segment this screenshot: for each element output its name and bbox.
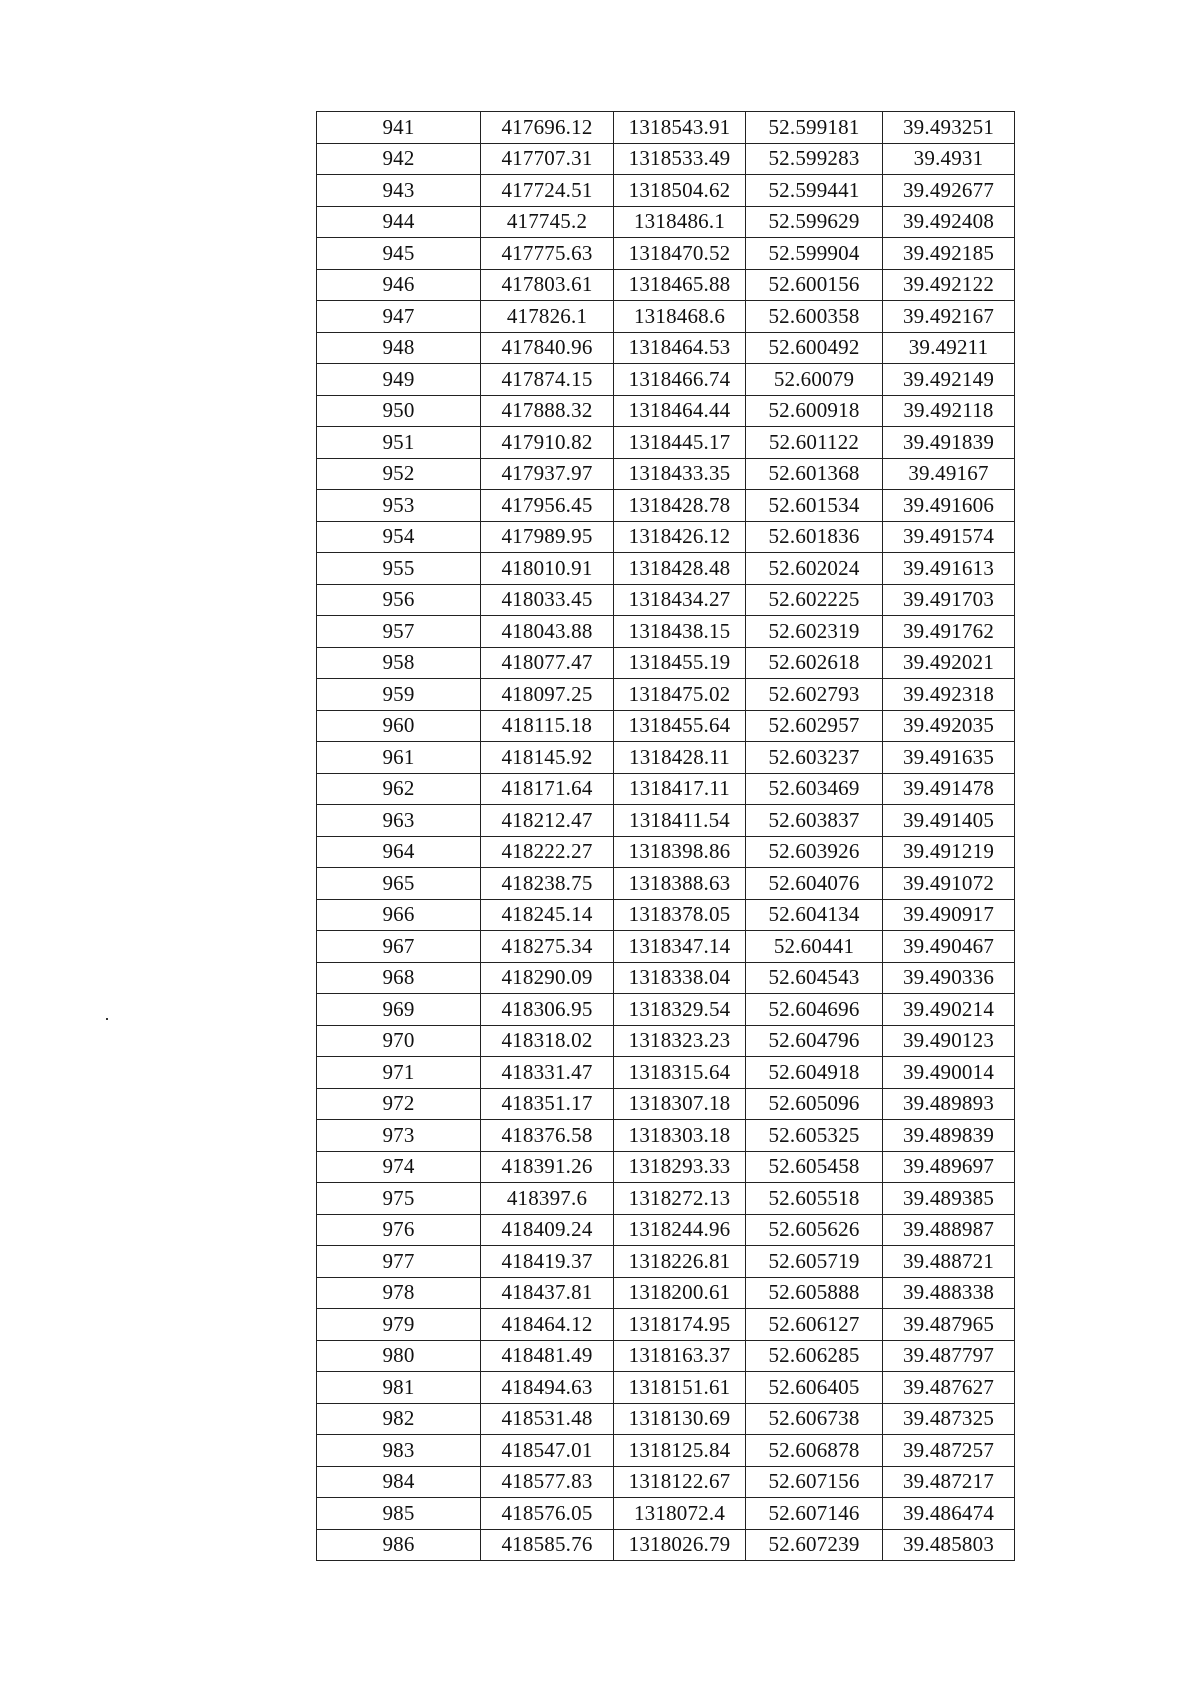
y-coordinate-cell: 1318428.78 (614, 490, 746, 522)
x-coordinate-cell: 418494.63 (481, 1372, 614, 1404)
longitude-cell: 39.492408 (883, 206, 1015, 238)
table-row (317, 1151, 1015, 1183)
y-coordinate-cell: 1318272.13 (614, 1183, 746, 1215)
y-coordinate-cell: 1318411.54 (614, 805, 746, 837)
x-coordinate-cell: 418290.09 (481, 962, 614, 994)
table-row (317, 1340, 1015, 1372)
longitude-cell: 39.493251 (883, 112, 1015, 144)
longitude-cell: 39.490214 (883, 994, 1015, 1026)
longitude-cell: 39.491635 (883, 742, 1015, 774)
table-row (317, 616, 1015, 648)
x-coordinate-cell: 418318.02 (481, 1025, 614, 1057)
longitude-cell: 39.492122 (883, 269, 1015, 301)
latitude-cell: 52.601122 (746, 427, 883, 459)
latitude-cell: 52.607239 (746, 1529, 883, 1561)
x-coordinate-cell: 418222.27 (481, 836, 614, 868)
latitude-cell: 52.606127 (746, 1309, 883, 1341)
y-coordinate-cell: 1318026.79 (614, 1529, 746, 1561)
x-coordinate-cell: 418351.17 (481, 1088, 614, 1120)
longitude-cell: 39.492149 (883, 364, 1015, 396)
x-coordinate-cell: 417888.32 (481, 395, 614, 427)
y-coordinate-cell: 1318303.18 (614, 1120, 746, 1152)
y-coordinate-cell: 1318122.67 (614, 1466, 746, 1498)
point-number-cell: 971 (317, 1057, 481, 1089)
x-coordinate-cell: 418115.18 (481, 710, 614, 742)
latitude-cell: 52.605888 (746, 1277, 883, 1309)
y-coordinate-cell: 1318130.69 (614, 1403, 746, 1435)
longitude-cell: 39.487217 (883, 1466, 1015, 1498)
point-number-cell: 960 (317, 710, 481, 742)
longitude-cell: 39.492167 (883, 301, 1015, 333)
x-coordinate-cell: 417803.61 (481, 269, 614, 301)
table-row (317, 1183, 1015, 1215)
table-row (317, 773, 1015, 805)
point-number-cell: 980 (317, 1340, 481, 1372)
y-coordinate-cell: 1318468.6 (614, 301, 746, 333)
point-number-cell: 977 (317, 1246, 481, 1278)
y-coordinate-cell: 1318464.53 (614, 332, 746, 364)
y-coordinate-cell: 1318428.48 (614, 553, 746, 585)
point-number-cell: 970 (317, 1025, 481, 1057)
x-coordinate-cell: 417874.15 (481, 364, 614, 396)
point-number-cell: 978 (317, 1277, 481, 1309)
x-coordinate-cell: 417956.45 (481, 490, 614, 522)
y-coordinate-cell: 1318151.61 (614, 1372, 746, 1404)
latitude-cell: 52.605518 (746, 1183, 883, 1215)
x-coordinate-cell: 418409.24 (481, 1214, 614, 1246)
table-row (317, 994, 1015, 1026)
point-number-cell: 963 (317, 805, 481, 837)
table-row (317, 521, 1015, 553)
x-coordinate-cell: 418077.47 (481, 647, 614, 679)
table-row (317, 269, 1015, 301)
table-row (317, 395, 1015, 427)
latitude-cell: 52.604543 (746, 962, 883, 994)
table-row (317, 805, 1015, 837)
point-number-cell: 954 (317, 521, 481, 553)
y-coordinate-cell: 1318200.61 (614, 1277, 746, 1309)
longitude-cell: 39.492021 (883, 647, 1015, 679)
point-number-cell: 969 (317, 994, 481, 1026)
longitude-cell: 39.49211 (883, 332, 1015, 364)
point-number-cell: 972 (317, 1088, 481, 1120)
longitude-cell: 39.491405 (883, 805, 1015, 837)
x-coordinate-cell: 417826.1 (481, 301, 614, 333)
table-row (317, 1214, 1015, 1246)
y-coordinate-cell: 1318438.15 (614, 616, 746, 648)
x-coordinate-cell: 418376.58 (481, 1120, 614, 1152)
point-number-cell: 951 (317, 427, 481, 459)
point-number-cell: 943 (317, 175, 481, 207)
latitude-cell: 52.603837 (746, 805, 883, 837)
latitude-cell: 52.602618 (746, 647, 883, 679)
longitude-cell: 39.488338 (883, 1277, 1015, 1309)
x-coordinate-cell: 418464.12 (481, 1309, 614, 1341)
y-coordinate-cell: 1318174.95 (614, 1309, 746, 1341)
table-row (317, 143, 1015, 175)
point-number-cell: 946 (317, 269, 481, 301)
point-number-cell: 952 (317, 458, 481, 490)
point-number-cell: 962 (317, 773, 481, 805)
x-coordinate-cell: 418391.26 (481, 1151, 614, 1183)
y-coordinate-cell: 1318329.54 (614, 994, 746, 1026)
latitude-cell: 52.599904 (746, 238, 883, 270)
table-row (317, 1246, 1015, 1278)
point-number-cell: 986 (317, 1529, 481, 1561)
x-coordinate-cell: 418547.01 (481, 1435, 614, 1467)
table-row (317, 332, 1015, 364)
point-number-cell: 982 (317, 1403, 481, 1435)
latitude-cell: 52.601534 (746, 490, 883, 522)
x-coordinate-cell: 418010.91 (481, 553, 614, 585)
x-coordinate-cell: 418331.47 (481, 1057, 614, 1089)
latitude-cell: 52.60079 (746, 364, 883, 396)
x-coordinate-cell: 418397.6 (481, 1183, 614, 1215)
x-coordinate-cell: 418245.14 (481, 899, 614, 931)
x-coordinate-cell: 418306.95 (481, 994, 614, 1026)
x-coordinate-cell: 418097.25 (481, 679, 614, 711)
latitude-cell: 52.600918 (746, 395, 883, 427)
longitude-cell: 39.489697 (883, 1151, 1015, 1183)
point-number-cell: 974 (317, 1151, 481, 1183)
y-coordinate-cell: 1318347.14 (614, 931, 746, 963)
point-number-cell: 985 (317, 1498, 481, 1530)
x-coordinate-cell: 417937.97 (481, 458, 614, 490)
longitude-cell: 39.487627 (883, 1372, 1015, 1404)
y-coordinate-cell: 1318293.33 (614, 1151, 746, 1183)
point-number-cell: 973 (317, 1120, 481, 1152)
y-coordinate-cell: 1318470.52 (614, 238, 746, 270)
longitude-cell: 39.491478 (883, 773, 1015, 805)
longitude-cell: 39.491613 (883, 553, 1015, 585)
longitude-cell: 39.486474 (883, 1498, 1015, 1530)
table-row (317, 1529, 1015, 1561)
longitude-cell: 39.488987 (883, 1214, 1015, 1246)
table-row (317, 1277, 1015, 1309)
y-coordinate-cell: 1318244.96 (614, 1214, 746, 1246)
table-row (317, 962, 1015, 994)
x-coordinate-cell: 418033.45 (481, 584, 614, 616)
point-number-cell: 941 (317, 112, 481, 144)
table-row (317, 868, 1015, 900)
table-row (317, 112, 1015, 144)
point-number-cell: 950 (317, 395, 481, 427)
longitude-cell: 39.491762 (883, 616, 1015, 648)
point-number-cell: 965 (317, 868, 481, 900)
x-coordinate-cell: 418275.34 (481, 931, 614, 963)
longitude-cell: 39.489385 (883, 1183, 1015, 1215)
coordinates-table (316, 111, 1015, 1561)
x-coordinate-cell: 418585.76 (481, 1529, 614, 1561)
latitude-cell: 52.603469 (746, 773, 883, 805)
latitude-cell: 52.605325 (746, 1120, 883, 1152)
table-row (317, 238, 1015, 270)
latitude-cell: 52.602319 (746, 616, 883, 648)
latitude-cell: 52.603926 (746, 836, 883, 868)
latitude-cell: 52.605096 (746, 1088, 883, 1120)
table-row (317, 710, 1015, 742)
point-number-cell: 953 (317, 490, 481, 522)
point-number-cell: 956 (317, 584, 481, 616)
y-coordinate-cell: 1318072.4 (614, 1498, 746, 1530)
point-number-cell: 945 (317, 238, 481, 270)
latitude-cell: 52.604134 (746, 899, 883, 931)
y-coordinate-cell: 1318163.37 (614, 1340, 746, 1372)
longitude-cell: 39.492677 (883, 175, 1015, 207)
table-row (317, 490, 1015, 522)
latitude-cell: 52.607146 (746, 1498, 883, 1530)
longitude-cell: 39.491606 (883, 490, 1015, 522)
table-row (317, 1403, 1015, 1435)
longitude-cell: 39.489893 (883, 1088, 1015, 1120)
longitude-cell: 39.49167 (883, 458, 1015, 490)
point-number-cell: 948 (317, 332, 481, 364)
table-row (317, 458, 1015, 490)
y-coordinate-cell: 1318533.49 (614, 143, 746, 175)
x-coordinate-cell: 418577.83 (481, 1466, 614, 1498)
point-number-cell: 942 (317, 143, 481, 175)
y-coordinate-cell: 1318125.84 (614, 1435, 746, 1467)
longitude-cell: 39.492118 (883, 395, 1015, 427)
latitude-cell: 52.599441 (746, 175, 883, 207)
point-number-cell: 983 (317, 1435, 481, 1467)
table-row (317, 1088, 1015, 1120)
latitude-cell: 52.602793 (746, 679, 883, 711)
y-coordinate-cell: 1318465.88 (614, 269, 746, 301)
point-number-cell: 959 (317, 679, 481, 711)
table-row (317, 1372, 1015, 1404)
table-row (317, 742, 1015, 774)
y-coordinate-cell: 1318464.44 (614, 395, 746, 427)
longitude-cell: 39.491703 (883, 584, 1015, 616)
longitude-cell: 39.492035 (883, 710, 1015, 742)
table-row (317, 427, 1015, 459)
x-coordinate-cell: 417724.51 (481, 175, 614, 207)
table-row (317, 1057, 1015, 1089)
point-number-cell: 944 (317, 206, 481, 238)
x-coordinate-cell: 417707.31 (481, 143, 614, 175)
latitude-cell: 52.601836 (746, 521, 883, 553)
longitude-cell: 39.490014 (883, 1057, 1015, 1089)
point-number-cell: 958 (317, 647, 481, 679)
coordinates-table-body (317, 112, 1015, 1561)
point-number-cell: 964 (317, 836, 481, 868)
y-coordinate-cell: 1318378.05 (614, 899, 746, 931)
longitude-cell: 39.491839 (883, 427, 1015, 459)
table-row (317, 175, 1015, 207)
longitude-cell: 39.487325 (883, 1403, 1015, 1435)
latitude-cell: 52.607156 (746, 1466, 883, 1498)
y-coordinate-cell: 1318486.1 (614, 206, 746, 238)
longitude-cell: 39.490917 (883, 899, 1015, 931)
x-coordinate-cell: 418437.81 (481, 1277, 614, 1309)
latitude-cell: 52.604076 (746, 868, 883, 900)
table-row (317, 647, 1015, 679)
latitude-cell: 52.606285 (746, 1340, 883, 1372)
y-coordinate-cell: 1318388.63 (614, 868, 746, 900)
table-row (317, 836, 1015, 868)
longitude-cell: 39.490336 (883, 962, 1015, 994)
point-number-cell: 975 (317, 1183, 481, 1215)
latitude-cell: 52.60441 (746, 931, 883, 963)
latitude-cell: 52.606878 (746, 1435, 883, 1467)
scan-speck (106, 1018, 108, 1020)
y-coordinate-cell: 1318445.17 (614, 427, 746, 459)
latitude-cell: 52.600358 (746, 301, 883, 333)
latitude-cell: 52.600492 (746, 332, 883, 364)
longitude-cell: 39.491219 (883, 836, 1015, 868)
y-coordinate-cell: 1318466.74 (614, 364, 746, 396)
point-number-cell: 967 (317, 931, 481, 963)
x-coordinate-cell: 417840.96 (481, 332, 614, 364)
table-row (317, 301, 1015, 333)
x-coordinate-cell: 417775.63 (481, 238, 614, 270)
table-row (317, 206, 1015, 238)
x-coordinate-cell: 418481.49 (481, 1340, 614, 1372)
latitude-cell: 52.604796 (746, 1025, 883, 1057)
point-number-cell: 976 (317, 1214, 481, 1246)
latitude-cell: 52.599629 (746, 206, 883, 238)
latitude-cell: 52.602024 (746, 553, 883, 585)
latitude-cell: 52.604696 (746, 994, 883, 1026)
latitude-cell: 52.605626 (746, 1214, 883, 1246)
table-row (317, 899, 1015, 931)
y-coordinate-cell: 1318433.35 (614, 458, 746, 490)
latitude-cell: 52.606405 (746, 1372, 883, 1404)
point-number-cell: 966 (317, 899, 481, 931)
point-number-cell: 949 (317, 364, 481, 396)
y-coordinate-cell: 1318504.62 (614, 175, 746, 207)
point-number-cell: 955 (317, 553, 481, 585)
x-coordinate-cell: 418145.92 (481, 742, 614, 774)
y-coordinate-cell: 1318428.11 (614, 742, 746, 774)
longitude-cell: 39.492318 (883, 679, 1015, 711)
latitude-cell: 52.605458 (746, 1151, 883, 1183)
table-row (317, 679, 1015, 711)
table-row (317, 584, 1015, 616)
longitude-cell: 39.490467 (883, 931, 1015, 963)
table-row (317, 1025, 1015, 1057)
longitude-cell: 39.489839 (883, 1120, 1015, 1152)
y-coordinate-cell: 1318455.64 (614, 710, 746, 742)
y-coordinate-cell: 1318434.27 (614, 584, 746, 616)
latitude-cell: 52.602225 (746, 584, 883, 616)
table-row (317, 931, 1015, 963)
longitude-cell: 39.487965 (883, 1309, 1015, 1341)
latitude-cell: 52.603237 (746, 742, 883, 774)
point-number-cell: 979 (317, 1309, 481, 1341)
latitude-cell: 52.601368 (746, 458, 883, 490)
y-coordinate-cell: 1318323.23 (614, 1025, 746, 1057)
longitude-cell: 39.488721 (883, 1246, 1015, 1278)
y-coordinate-cell: 1318455.19 (614, 647, 746, 679)
y-coordinate-cell: 1318338.04 (614, 962, 746, 994)
latitude-cell: 52.605719 (746, 1246, 883, 1278)
longitude-cell: 39.492185 (883, 238, 1015, 270)
table-row (317, 1435, 1015, 1467)
point-number-cell: 961 (317, 742, 481, 774)
x-coordinate-cell: 417696.12 (481, 112, 614, 144)
longitude-cell: 39.491574 (883, 521, 1015, 553)
latitude-cell: 52.599283 (746, 143, 883, 175)
y-coordinate-cell: 1318226.81 (614, 1246, 746, 1278)
table-row (317, 364, 1015, 396)
longitude-cell: 39.485803 (883, 1529, 1015, 1561)
x-coordinate-cell: 417910.82 (481, 427, 614, 459)
longitude-cell: 39.4931 (883, 143, 1015, 175)
table-row (317, 1498, 1015, 1530)
x-coordinate-cell: 418171.64 (481, 773, 614, 805)
x-coordinate-cell: 418576.05 (481, 1498, 614, 1530)
latitude-cell: 52.600156 (746, 269, 883, 301)
x-coordinate-cell: 418531.48 (481, 1403, 614, 1435)
y-coordinate-cell: 1318307.18 (614, 1088, 746, 1120)
longitude-cell: 39.490123 (883, 1025, 1015, 1057)
y-coordinate-cell: 1318398.86 (614, 836, 746, 868)
longitude-cell: 39.487257 (883, 1435, 1015, 1467)
y-coordinate-cell: 1318417.11 (614, 773, 746, 805)
y-coordinate-cell: 1318315.64 (614, 1057, 746, 1089)
point-number-cell: 947 (317, 301, 481, 333)
latitude-cell: 52.606738 (746, 1403, 883, 1435)
longitude-cell: 39.491072 (883, 868, 1015, 900)
x-coordinate-cell: 418212.47 (481, 805, 614, 837)
x-coordinate-cell: 418238.75 (481, 868, 614, 900)
point-number-cell: 957 (317, 616, 481, 648)
y-coordinate-cell: 1318475.02 (614, 679, 746, 711)
x-coordinate-cell: 417745.2 (481, 206, 614, 238)
x-coordinate-cell: 417989.95 (481, 521, 614, 553)
table-row (317, 1466, 1015, 1498)
x-coordinate-cell: 418419.37 (481, 1246, 614, 1278)
point-number-cell: 968 (317, 962, 481, 994)
y-coordinate-cell: 1318543.91 (614, 112, 746, 144)
point-number-cell: 984 (317, 1466, 481, 1498)
table-row (317, 1309, 1015, 1341)
longitude-cell: 39.487797 (883, 1340, 1015, 1372)
table-row (317, 1120, 1015, 1152)
point-number-cell: 981 (317, 1372, 481, 1404)
latitude-cell: 52.602957 (746, 710, 883, 742)
latitude-cell: 52.599181 (746, 112, 883, 144)
y-coordinate-cell: 1318426.12 (614, 521, 746, 553)
table-row (317, 553, 1015, 585)
x-coordinate-cell: 418043.88 (481, 616, 614, 648)
latitude-cell: 52.604918 (746, 1057, 883, 1089)
